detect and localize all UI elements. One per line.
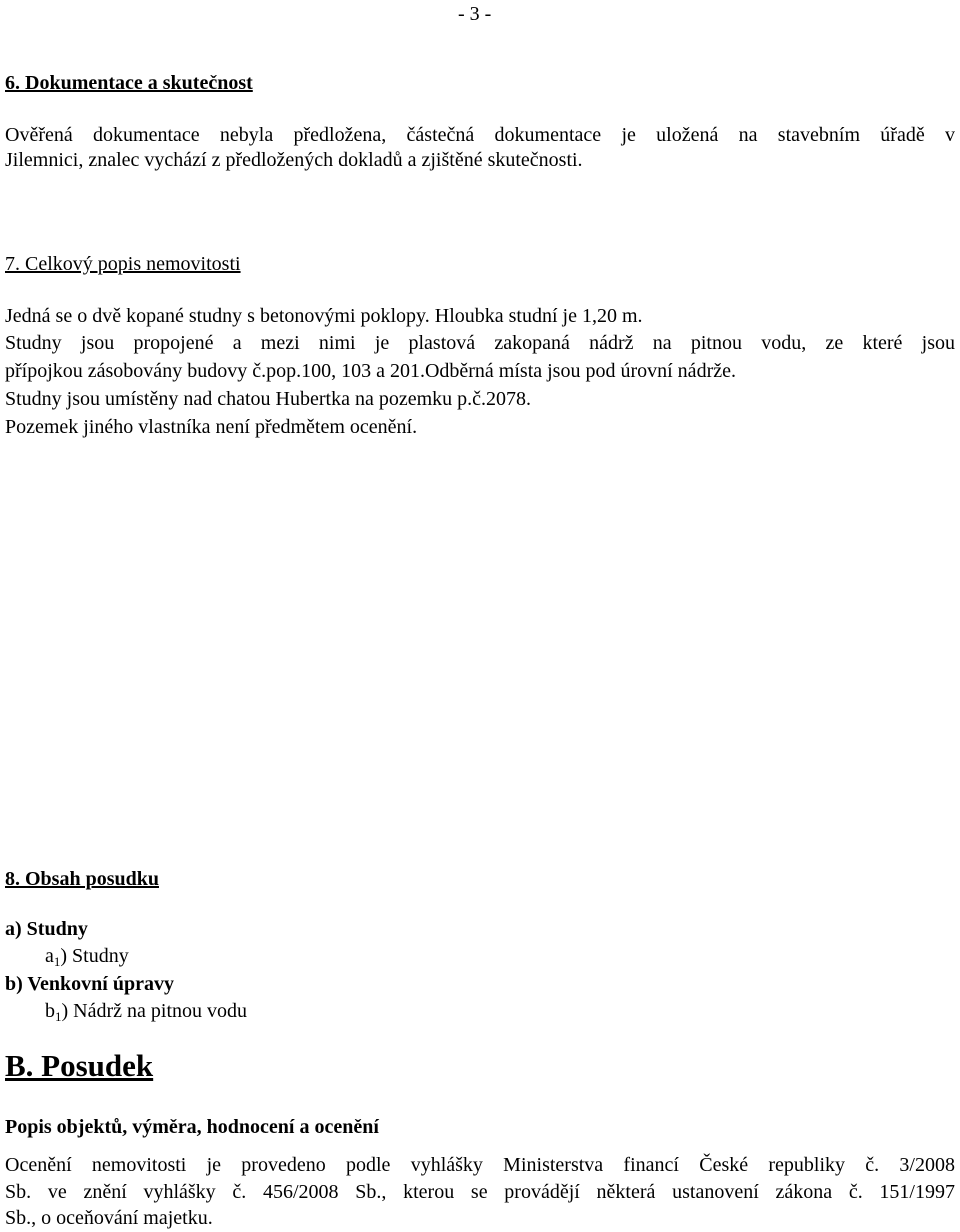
section-b-subheading: Popis objektů, výměra, hodnocení a ocenění: [5, 1116, 379, 1138]
section-7-line-5: Pozemek jiného vlastníka není předmětem ocenění.: [5, 416, 418, 438]
section-7-line-3: přípojkou zásobovány budovy č.pop.100, 103 a 201.Odběrná místa jsou pod úrovní nádrže.: [5, 360, 736, 382]
content-item-b: b) Venkovní úpravy: [5, 973, 174, 995]
content-item-b1-text: ) Nádrž na pitnou vodu: [61, 1000, 248, 1022]
content-item-b1: [45, 997, 247, 1031]
content-item-a1-text: ) Studny: [60, 945, 129, 967]
section-7-line-2: Studny jsou propojené a mezi nimi je plastová zakopaná nádrž na pitnou vodu, ze které jsou: [5, 332, 955, 354]
section-8-heading: 8. Obsah posudku: [5, 868, 159, 890]
section-6-heading: 6. Dokumentace a skutečnost: [5, 72, 253, 94]
section-b-line-2: Sb. ve znění vyhlášky č. 456/2008 Sb., kterou se provádějí některá ustanovení zákona č. 151/1997: [5, 1181, 955, 1203]
content-item-a1-subscript: 1: [53, 954, 61, 969]
section-6-line-2: Jilemnici, znalec vychází z předložených dokladů a zjištěné skutečnosti.: [5, 149, 583, 171]
content-item-a1-prefix: a: [45, 945, 54, 967]
section-b-heading: B. Posudek: [5, 1048, 154, 1083]
content-item-b1-prefix: b: [45, 1000, 55, 1022]
section-7-heading: 7. Celkový popis nemovitosti: [5, 253, 241, 275]
page-number: - 3 -: [458, 3, 492, 25]
content-item-a: a) Studny: [5, 918, 88, 940]
content-item-b1-subscript: 1: [55, 1009, 62, 1024]
section-b-line-1: Ocenění nemovitosti je provedeno podle vyhlášky Ministerstva financí České republiky č. 3/2008: [5, 1154, 955, 1176]
section-6-line-1: Ověřená dokumentace nebyla předložena, částečná dokumentace je uložená na stavebním úřadě v: [5, 124, 955, 146]
section-b-line-3: Sb., o oceňování majetku.: [5, 1207, 213, 1229]
section-7-line-1: Jedná se o dvě kopané studny s betonovými poklopy. Hloubka studní je 1,20 m.: [5, 305, 643, 327]
section-7-line-4: Studny jsou umístěny nad chatou Hubertka na pozemku p.č.2078.: [5, 388, 532, 410]
